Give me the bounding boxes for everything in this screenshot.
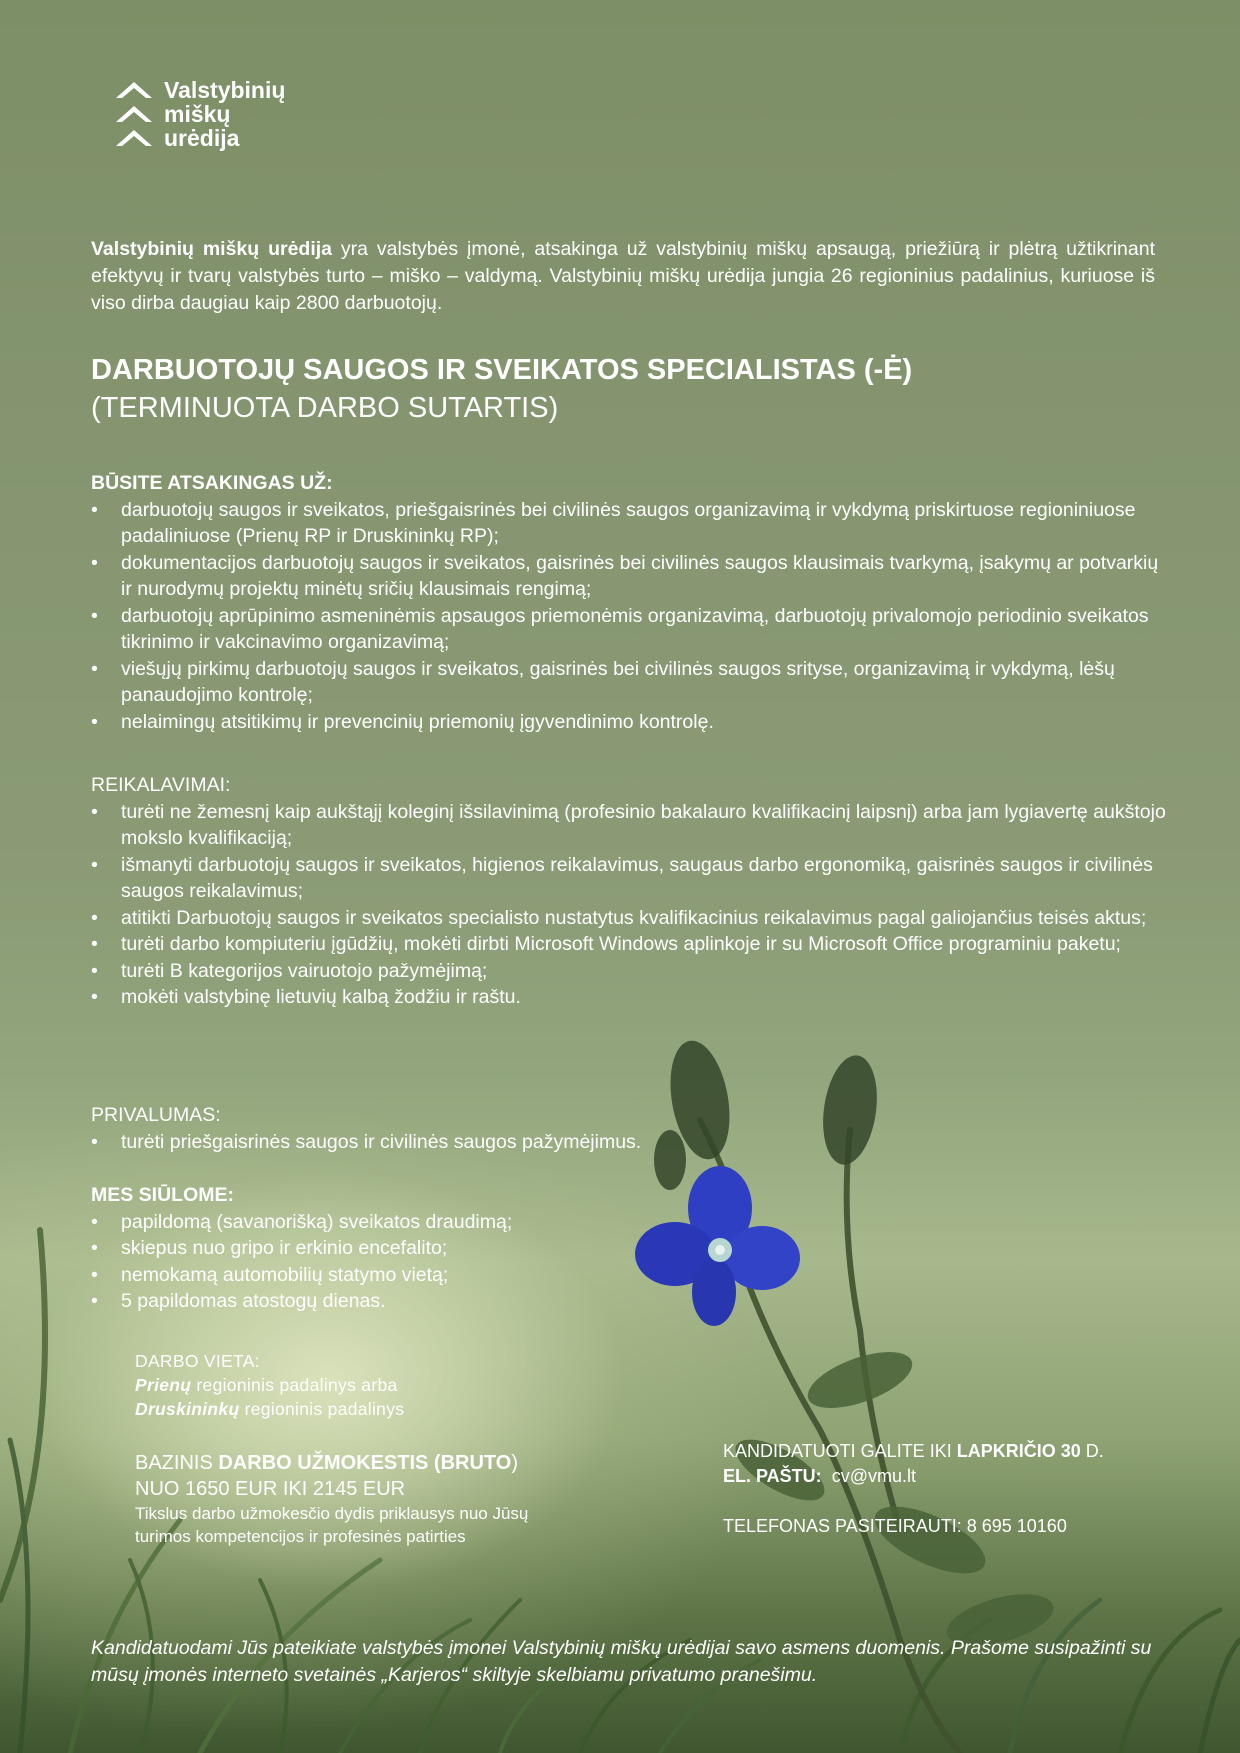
deadline	[723, 1439, 1104, 1464]
phone-line	[723, 1514, 1104, 1539]
salary-range: NUO 1650 EUR IKI 2145 EUR	[135, 1478, 406, 1500]
phone-label: TELEFONAS PASITEIRAUTI:	[723, 1516, 962, 1536]
deadline-date: LAPKRIČIO 30	[956, 1441, 1081, 1461]
workplace-block	[135, 1349, 404, 1421]
email-link[interactable]: cv@vmu.lt	[831, 1466, 916, 1486]
list-item: • darbuotojų aprūpinimo asmeninėmis apsaugos priemonėmis organizavimą, darbuotojų privalomojo periodinio sveikatos tikrinimo ir vakcinavimo organizavimą;	[91, 603, 1171, 656]
list-item: • turėti darbo kompiuteriu įgūdžių, mokėti dirbti Microsoft Windows aplinkoje ir su Microsoft Office programiniu paketu;	[91, 931, 1171, 958]
list-item: • turėti ne žemesnį kaip aukštąjį koleginį išsilavinimą (profesinio bakalauro kvalifikacinį laipsnį) arba jam lygiavertę aukštojo mokslo kvalifikaciją;	[91, 799, 1171, 852]
job-title-contract: (TERMINUOTA DARBO SUTARTIS)	[91, 392, 559, 424]
apply-block	[723, 1439, 1104, 1539]
responsibilities-list	[91, 497, 1171, 736]
org-name: Valstybinių miškų urėdija	[91, 238, 333, 260]
list-item: • papildomą (savanorišką) sveikatos draudimą;	[91, 1209, 1171, 1236]
list-item: • nemokamą automobilių statymo vietą;	[91, 1262, 1171, 1289]
salary-bold: DARBO UŽMOKESTIS (BRUTO	[218, 1452, 512, 1474]
list-item: • skiepus nuo gripo ir erkinio encefalito;	[91, 1235, 1171, 1262]
job-title	[91, 351, 912, 427]
list-item: • išmanyti darbuotojų saugos ir sveikatos, higienos reikalavimus, saugaus darbo ergonomiką, gaisrinės saugos ir civilinės saugos reikalavimus;	[91, 852, 1171, 905]
list-item: • turėti priešgaisrinės saugos ir civilinės saugos pažymėjimus.	[91, 1129, 1171, 1156]
list-item: • turėti B kategorijos vairuotojo pažymėjimą;	[91, 958, 1171, 985]
requirements-heading: REIKALAVIMAI:	[91, 774, 231, 796]
advantage-list	[91, 1129, 1171, 1156]
list-item: • 5 papildomas atostogų dienas.	[91, 1288, 1171, 1315]
workplace-line-text: regioninis padalinys	[239, 1399, 405, 1419]
intro-paragraph	[91, 236, 1155, 317]
requirements-list	[91, 799, 1171, 1011]
advantage-heading: PRIVALUMAS:	[91, 1104, 221, 1126]
workplace-druskininkai: Druskininkų	[135, 1399, 240, 1419]
job-title-main: DARBUOTOJŲ SAUGOS IR SVEIKATOS SPECIALISTAS (-Ė)	[91, 354, 913, 386]
salary-block	[135, 1450, 528, 1548]
logo-line: miškų	[164, 101, 231, 127]
list-item: • viešųjų pirkimų darbuotojų saugos ir sveikatos, gaisrinės bei civilinės saugos srityse, organizavimą ir vykdymą, lėšų panaudojimo kontrolę;	[91, 656, 1171, 709]
salary-note: turimos kompetencijos ir profesinės patirties	[135, 1527, 466, 1546]
list-item: • darbuotojų saugos ir sveikatos, priešgaisrinės bei civilinės saugos organizavimą ir vykdymą priskirtuose regioniniuose padaliniuose (Prienų RP ir Druskininkų RP);	[91, 497, 1171, 550]
list-item: • nelaimingų atsitikimų ir prevencinių priemonių įgyvendinimo kontrolę.	[91, 709, 1171, 736]
phone-number[interactable]: 8 695 10160	[966, 1516, 1067, 1536]
list-item: • atitikti Darbuotojų saugos ir sveikatos specialisto nustatytus kvalifikacinius reikalavimus pagal galiojančius teisės aktus;	[91, 905, 1171, 932]
email-label: EL. PAŠTU:	[723, 1466, 822, 1486]
logo-wordmark	[164, 78, 285, 150]
salary-prefix: BAZINIS	[135, 1452, 219, 1474]
salary-heading	[135, 1450, 528, 1476]
intro-text: yra valstybės įmonė, atsakinga už valstybinių miškų apsaugą, priežiūrą ir plėtrą užtikrinant efektyvų ir tvarų valstybės turto – miško – valdymą. Valstybinių miškų urėdija jungia 26 regioninius padalinius, kuriuose iš viso dirba daugiau kaip 2800 darbuotojų.	[91, 238, 1156, 314]
list-item: • mokėti valstybinę lietuvių kalbą žodžiu ir raštu.	[91, 984, 1171, 1011]
workplace-heading: DARBO VIETA:	[135, 1351, 260, 1371]
requirements-section	[91, 772, 1171, 1011]
email-line	[723, 1464, 1104, 1489]
offer-list	[91, 1209, 1171, 1315]
logo-line: Valstybinių	[164, 77, 286, 103]
privacy-notice: Kandidatuodami Jūs pateikiate valstybės įmonei Valstybinių miškų urėdijai savo asmens duomenis. Prašome susipažinti su mūsų įmonės interneto svetainės „Karjeros“ skiltyje skelbiamu privatumo pranešimu.	[91, 1637, 1152, 1686]
tree-logo-icon	[114, 78, 154, 158]
responsibilities-heading: BŪSITE ATSAKINGAS UŽ:	[91, 472, 333, 494]
responsibilities-section	[91, 470, 1171, 735]
offer-heading: MES SIŪLOME:	[91, 1184, 235, 1206]
workplace-prienai: Prienų	[135, 1375, 192, 1395]
workplace-line	[135, 1373, 404, 1397]
salary-suffix: )	[511, 1452, 518, 1474]
salary-note: Tikslus darbo užmokesčio dydis priklausys nuo Jūsų	[135, 1504, 529, 1523]
workplace-line-text: regioninis padalinys arba	[191, 1375, 398, 1395]
workplace-line	[135, 1397, 404, 1421]
list-item: • dokumentacijos darbuotojų saugos ir sveikatos, gaisrinės bei civilinės saugos klausimais tvarkymą, įsakymų ar potvarkių ir nurodymų projektų minėtų sričių klausimais rengimą;	[91, 550, 1171, 603]
advantage-section	[91, 1102, 1171, 1155]
logo-line: urėdija	[164, 125, 240, 151]
offer-section	[91, 1182, 1171, 1315]
deadline-suffix: D.	[1080, 1441, 1104, 1461]
deadline-prefix: KANDIDATUOTI GALITE IKI	[723, 1441, 957, 1461]
